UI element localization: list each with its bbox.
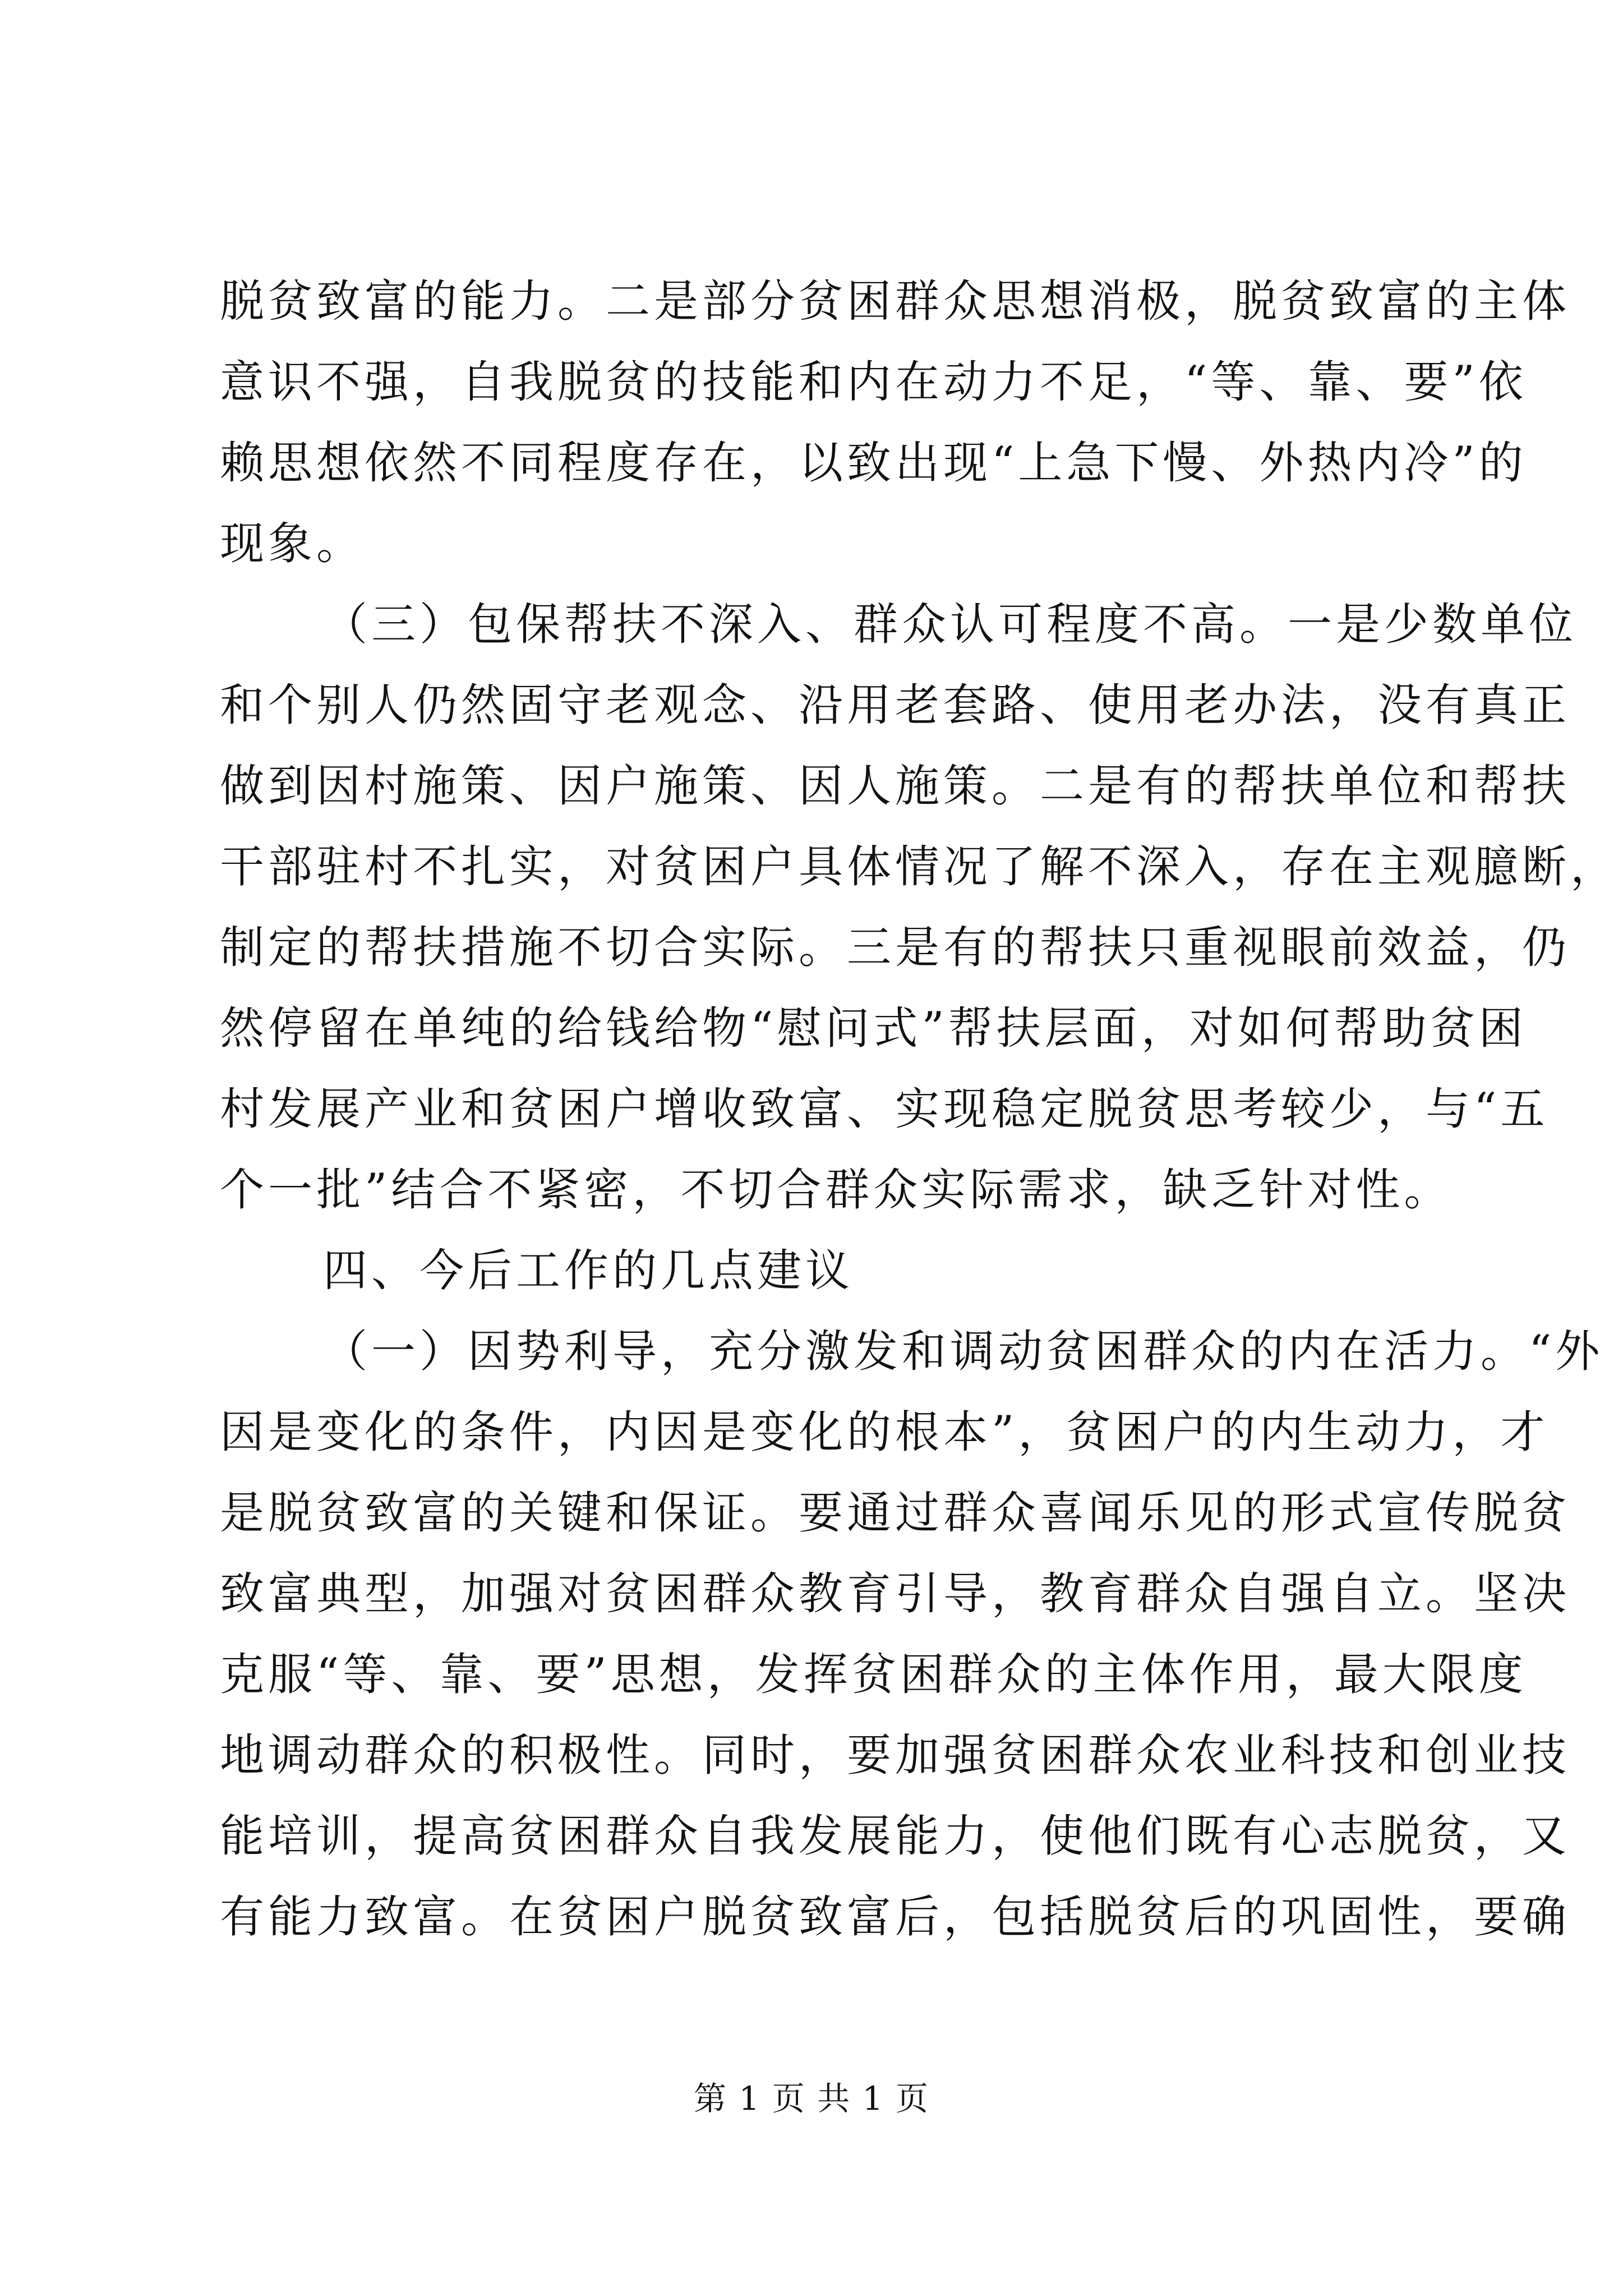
text-line: 脱贫致富的能力。二是部分贫困群众思想消极，脱贫致富的主体 [220,275,1570,327]
text-line: 和个别人仍然固守老观念、沿用老套路、使用老办法，没有真正 [220,679,1570,731]
page-footer [0,2078,1623,2119]
text-line: 是脱贫致富的关键和保证。要通过群众喜闻乐见的形式宣传脱贫 [220,1487,1570,1539]
text-line: 能培训，提高贫困群众自我发展能力，使他们既有心志脱贫，又 [220,1810,1570,1862]
document-body [220,261,1619,1957]
section-title: 四、今后工作的几点建议 [323,1245,854,1296]
text-line: 克服“等、靠、要”思想，发挥贫困群众的主体作用，最大限度 [220,1649,1527,1700]
text-line: 因是变化的条件，内因是变化的根本”，贫困户的内生动力，才 [220,1406,1549,1458]
text-line: 赖思想依然不同程度存在，以致出现“上急下慢、外热内冷”的 [220,437,1527,489]
text-line: 有能力致富。在贫困户脱贫致富后，包括脱贫后的巩固性，要确 [220,1891,1570,1943]
page-number-label: 第 1 页 共 1 页 [694,2079,929,2118]
text-line: 村发展产业和贫困户增收致富、实现稳定脱贫思考较少，与“五 [220,1083,1549,1135]
text-line: 干部驻村不扎实，对贫困户具体情况了解不深入，存在主观臆断， [220,841,1619,892]
text-line: 致富典型，加强对贫困群众教育引导，教育群众自强自立。坚决 [220,1568,1570,1619]
text-line: 然停留在单纯的给钱给物“慰问式”帮扶层面，对如何帮助贫困 [220,1002,1527,1054]
text-line: 制定的帮扶措施不切合实际。三是有的帮扶只重视眼前效益，仍 [220,922,1570,973]
text-line: 个一批”结合不紧密，不切合群众实际需求，缺乏针对性。 [220,1164,1453,1216]
text-line: 地调动群众的积极性。同时，要加强贫困群众农业科技和创业技 [220,1729,1570,1781]
text-line: 做到因村施策、因户施策、因人施策。二是有的帮扶单位和帮扶 [220,760,1570,812]
section-heading-line: （一）因势利导，充分激发和调动贫困群众的内在活力。“外 [323,1326,1604,1377]
section-heading-line: （三）包保帮扶不深入、群众认可程度不高。一是少数单位 [323,599,1577,650]
text-line: 现象。 [220,518,365,569]
text-line: 意识不强，自我脱贫的技能和内在动力不足，“等、靠、要”依 [220,356,1527,408]
